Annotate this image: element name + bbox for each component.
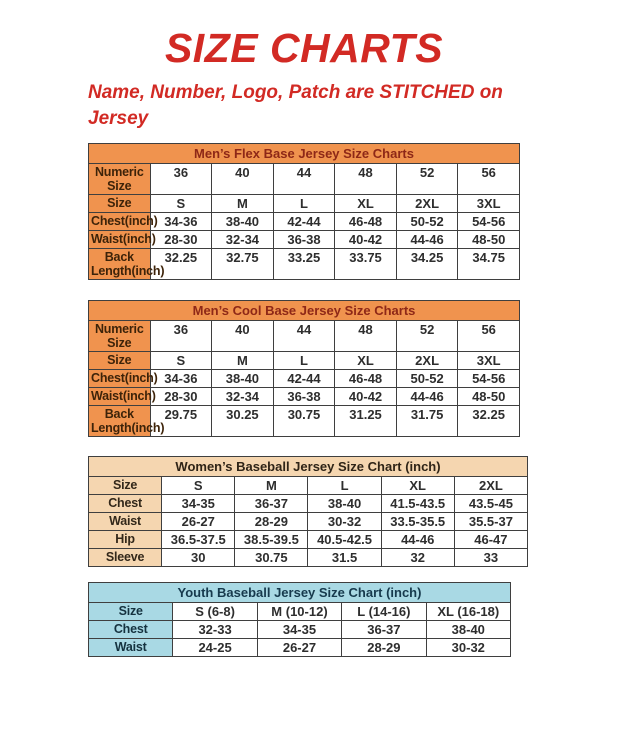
cell-value: M <box>212 352 274 370</box>
row-label: Waist <box>89 513 162 531</box>
table-row <box>89 477 528 495</box>
cell-value: 34-36 <box>150 370 212 388</box>
cell-value: M <box>212 195 274 213</box>
cell-value: 54-56 <box>458 213 520 231</box>
cell-value: 33 <box>454 549 527 567</box>
cell-value: 48-50 <box>458 231 520 249</box>
cell-value: 30-32 <box>426 639 510 657</box>
cell-value: 33.75 <box>335 249 397 280</box>
cell-value: 32.75 <box>212 249 274 280</box>
cell-value: S <box>150 352 212 370</box>
cell-value: 40-42 <box>335 388 397 406</box>
cell-value: 34.25 <box>396 249 458 280</box>
cell-value: 52 <box>396 321 458 352</box>
cell-value: 31.5 <box>308 549 381 567</box>
cell-value: 34.75 <box>458 249 520 280</box>
cell-value: 30 <box>162 549 235 567</box>
cell-value: 32-34 <box>212 231 274 249</box>
tables-container <box>88 143 638 657</box>
cell-value: 41.5-43.5 <box>381 495 454 513</box>
cell-value: 35.5-37 <box>454 513 527 531</box>
table-row <box>89 639 511 657</box>
cell-value: 30.75 <box>235 549 308 567</box>
row-label: Back Length(inch) <box>89 406 151 437</box>
table-row <box>89 406 520 437</box>
cell-value: 36-37 <box>342 621 426 639</box>
table-row <box>89 531 528 549</box>
cell-value: 36.5-37.5 <box>162 531 235 549</box>
row-label: Waist(inch) <box>89 231 151 249</box>
cell-value: 3XL <box>458 195 520 213</box>
cell-value: 34-35 <box>257 621 341 639</box>
cell-value: 38-40 <box>308 495 381 513</box>
cell-value: 2XL <box>454 477 527 495</box>
cell-value: 42-44 <box>273 213 335 231</box>
table-title: Youth Baseball Jersey Size Chart (inch) <box>89 583 511 603</box>
table-title: Women’s Baseball Jersey Size Chart (inch) <box>89 457 528 477</box>
cell-value: 31.25 <box>335 406 397 437</box>
cell-value: XL <box>335 195 397 213</box>
cell-value: 2XL <box>396 352 458 370</box>
table-row <box>89 195 520 213</box>
table-row <box>89 231 520 249</box>
cell-value: 44-46 <box>396 388 458 406</box>
cell-value: XL (16-18) <box>426 603 510 621</box>
table-title-row <box>89 144 520 164</box>
cell-value: S (6-8) <box>173 603 257 621</box>
row-label: Size <box>89 352 151 370</box>
cell-value: 29.75 <box>150 406 212 437</box>
cell-value: L <box>308 477 381 495</box>
row-label: Chest <box>89 621 173 639</box>
cell-value: M <box>235 477 308 495</box>
row-label: Chest <box>89 495 162 513</box>
row-label: Waist(inch) <box>89 388 151 406</box>
cell-value: 40.5-42.5 <box>308 531 381 549</box>
cell-value: 33.25 <box>273 249 335 280</box>
cell-value: 46-48 <box>335 213 397 231</box>
cell-value: 34-36 <box>150 213 212 231</box>
cell-value: 56 <box>458 164 520 195</box>
cell-value: 30.75 <box>273 406 335 437</box>
cell-value: 40-42 <box>335 231 397 249</box>
table-row <box>89 164 520 195</box>
cell-value: 40 <box>212 321 274 352</box>
row-label: Hip <box>89 531 162 549</box>
cell-value: 34-35 <box>162 495 235 513</box>
row-label: Numeric Size <box>89 321 151 352</box>
cell-value: 40 <box>212 164 274 195</box>
cell-value: 43.5-45 <box>454 495 527 513</box>
table-row <box>89 321 520 352</box>
table-row <box>89 603 511 621</box>
cell-value: 32.25 <box>458 406 520 437</box>
table-title: Men’s Cool Base Jersey Size Charts <box>89 301 520 321</box>
cell-value: 28-30 <box>150 388 212 406</box>
row-label: Back Length(inch) <box>89 249 151 280</box>
table-title: Men’s Flex Base Jersey Size Charts <box>89 144 520 164</box>
cell-value: 36-38 <box>273 231 335 249</box>
cell-value: 36 <box>150 164 212 195</box>
table-row <box>89 249 520 280</box>
table-row <box>89 495 528 513</box>
row-label: Size <box>89 477 162 495</box>
cell-value: 32 <box>381 549 454 567</box>
cell-value: 26-27 <box>257 639 341 657</box>
cell-value: 32-34 <box>212 388 274 406</box>
cell-value: S <box>150 195 212 213</box>
cell-value: 38-40 <box>212 213 274 231</box>
page-title: SIZE CHARTS <box>164 25 444 71</box>
cell-value: 31.75 <box>396 406 458 437</box>
cell-value: L <box>273 195 335 213</box>
cell-value: 38-40 <box>426 621 510 639</box>
row-label: Numeric Size <box>89 164 151 195</box>
cell-value: 46-47 <box>454 531 527 549</box>
row-label: Chest(inch) <box>89 213 151 231</box>
cell-value: M (10-12) <box>257 603 341 621</box>
size-chart-table <box>88 300 520 437</box>
cell-value: 50-52 <box>396 370 458 388</box>
table-row <box>89 549 528 567</box>
cell-value: 38.5-39.5 <box>235 531 308 549</box>
row-label: Size <box>89 195 151 213</box>
cell-value: XL <box>335 352 397 370</box>
table-title-row <box>89 301 520 321</box>
cell-value: 2XL <box>396 195 458 213</box>
cell-value: 28-30 <box>150 231 212 249</box>
cell-value: 33.5-35.5 <box>381 513 454 531</box>
table-row <box>89 513 528 531</box>
cell-value: 44 <box>273 164 335 195</box>
cell-value: 42-44 <box>273 370 335 388</box>
cell-value: L (14-16) <box>342 603 426 621</box>
cell-value: 36-37 <box>235 495 308 513</box>
cell-value: 38-40 <box>212 370 274 388</box>
cell-value: S <box>162 477 235 495</box>
table-row <box>89 621 511 639</box>
table-title-row <box>89 457 528 477</box>
cell-value: 24-25 <box>173 639 257 657</box>
row-label: Waist <box>89 639 173 657</box>
table-row <box>89 352 520 370</box>
cell-value: 30.25 <box>212 406 274 437</box>
table-row <box>89 388 520 406</box>
size-chart-table <box>88 582 511 657</box>
cell-value: 52 <box>396 164 458 195</box>
size-chart-table <box>88 456 528 567</box>
table-row <box>89 213 520 231</box>
cell-value: 48 <box>335 164 397 195</box>
cell-value: 28-29 <box>235 513 308 531</box>
cell-value: 50-52 <box>396 213 458 231</box>
cell-value: 44 <box>273 321 335 352</box>
cell-value: 28-29 <box>342 639 426 657</box>
cell-value: 54-56 <box>458 370 520 388</box>
cell-value: XL <box>381 477 454 495</box>
table-title-row <box>89 583 511 603</box>
cell-value: 36-38 <box>273 388 335 406</box>
row-label: Chest(inch) <box>89 370 151 388</box>
cell-value: 26-27 <box>162 513 235 531</box>
cell-value: 30-32 <box>308 513 381 531</box>
cell-value: 48 <box>335 321 397 352</box>
cell-value: 44-46 <box>396 231 458 249</box>
size-chart-table <box>88 143 520 280</box>
table-row <box>89 370 520 388</box>
cell-value: 36 <box>150 321 212 352</box>
cell-value: 32-33 <box>173 621 257 639</box>
page-subtitle: Name, Number, Logo, Patch are STITCHED on Jersey <box>88 82 503 129</box>
cell-value: 3XL <box>458 352 520 370</box>
cell-value: L <box>273 352 335 370</box>
cell-value: 32.25 <box>150 249 212 280</box>
cell-value: 56 <box>458 321 520 352</box>
cell-value: 44-46 <box>381 531 454 549</box>
cell-value: 46-48 <box>335 370 397 388</box>
row-label: Size <box>89 603 173 621</box>
cell-value: 48-50 <box>458 388 520 406</box>
row-label: Sleeve <box>89 549 162 567</box>
